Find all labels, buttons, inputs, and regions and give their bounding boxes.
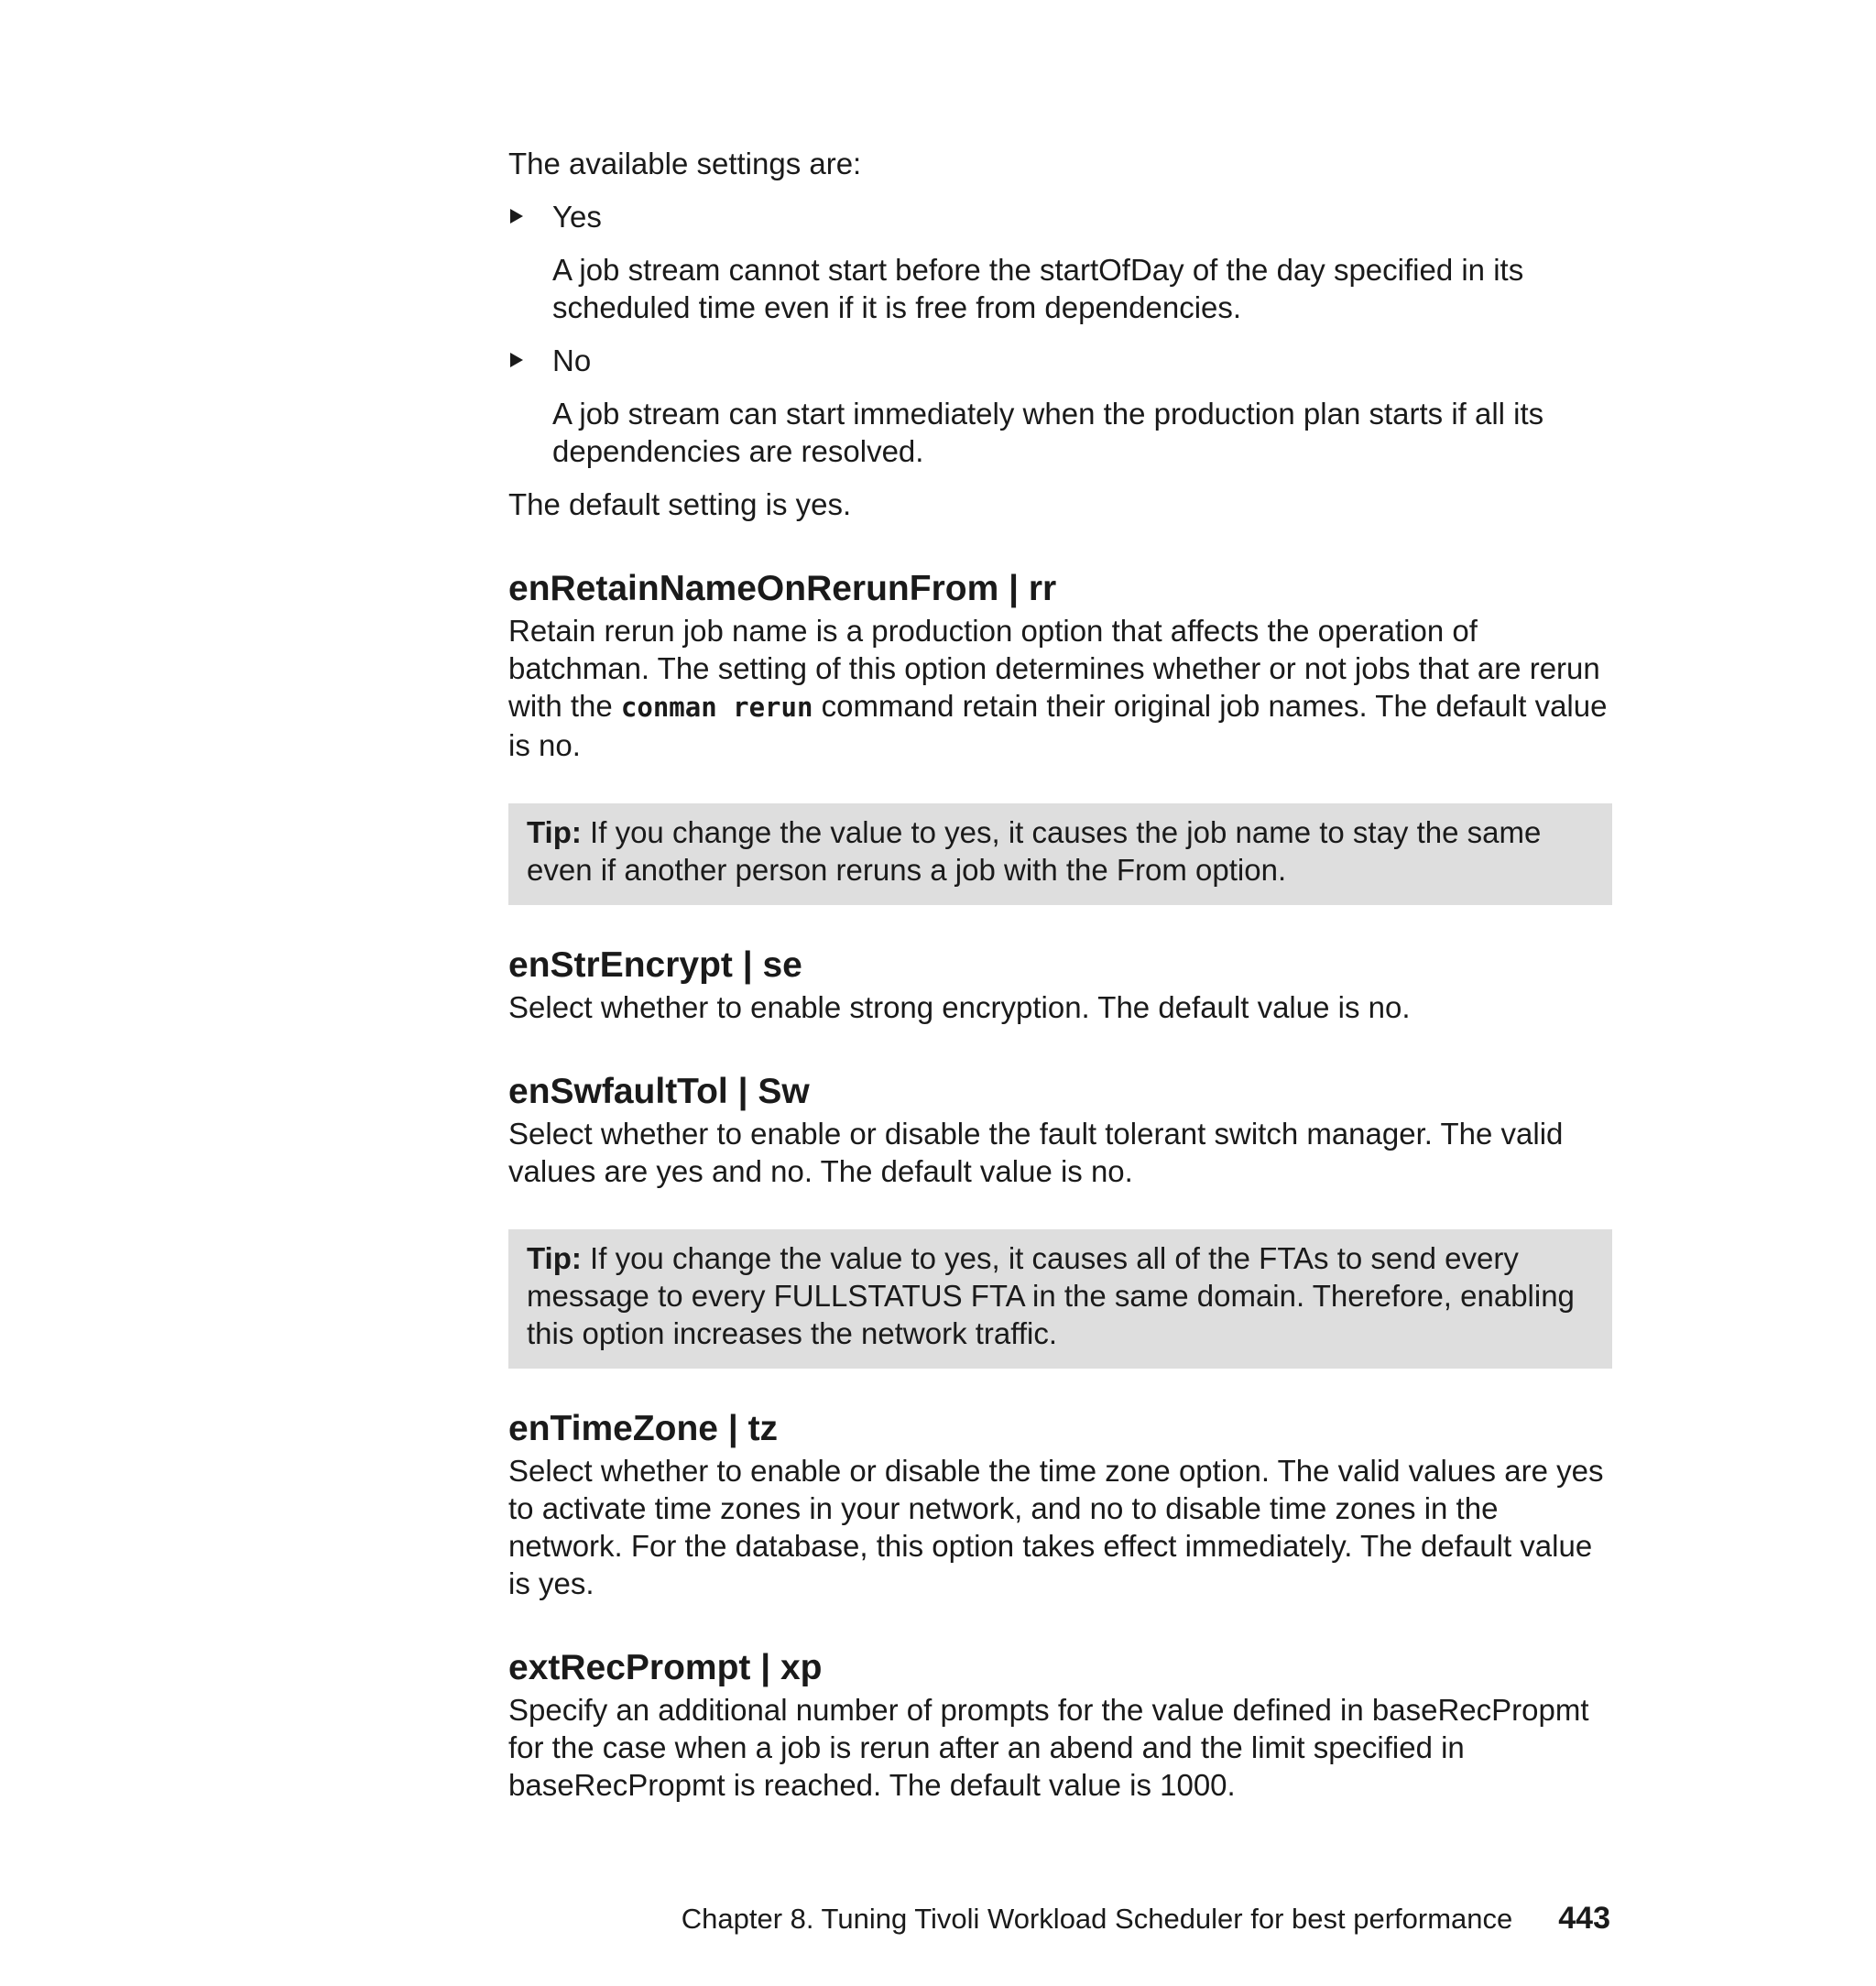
option-yes-description: A job stream cannot start before the startOfDay of the day specified in its scheduled time even if it is free from dependencies.: [552, 253, 1524, 324]
section-body-enretainnameonrerunfrom: [508, 612, 1612, 764]
tip-box: [508, 803, 1612, 905]
body-text: command retain their original job names. The default value is no.: [508, 689, 1608, 762]
footer-chapter-title: Chapter 8. Tuning Tivoli Workload Scheduler for best performance: [681, 1903, 1513, 1935]
section-body-extrecprompt: Specify an additional number of prompts for the value defined in baseRecPropmt for the case when a job is rerun after an abend and the limit specified in baseRecPropmt is reached. The default value is 1000.: [508, 1693, 1589, 1802]
tip-body: If you change the value to yes, it causes all of the FTAs to send every message to every FULLSTATUS FTA in the same domain. Therefore, enabling this option increases the network traffic.: [527, 1241, 1575, 1350]
tip-label: Tip:: [527, 815, 582, 849]
default-setting-text: The default setting is yes.: [508, 487, 852, 521]
option-label: No: [552, 344, 592, 377]
section-heading-extrecprompt: extRecPrompt | xp: [508, 1648, 823, 1687]
section-body-enstrencrypt: Select whether to enable strong encryption. The default value is no.: [508, 990, 1411, 1024]
command-code: conman rerun: [620, 692, 813, 723]
page-number: 443: [1558, 1901, 1610, 1936]
option-label: Yes: [552, 200, 602, 234]
tip-box: [508, 1229, 1612, 1369]
option-no-description: A job stream can start immediately when the production plan starts if all its dependencies are resolved.: [552, 397, 1544, 468]
bullet-arrow-icon: [510, 209, 523, 224]
section-heading-enretainnameonrerunfrom: enRetainNameOnRerunFrom | rr: [508, 569, 1057, 608]
tip-body: If you change the value to yes, it causes the job name to stay the same even if another person reruns a job with the From option.: [527, 815, 1542, 887]
bullet-arrow-icon: [510, 353, 523, 367]
section-body-enswfaulttol: Select whether to enable or disable the fault tolerant switch manager. The valid values are yes and no. The default value is no.: [508, 1117, 1564, 1188]
page-footer: [682, 1900, 1610, 1937]
section-heading-entimezone: enTimeZone | tz: [508, 1409, 779, 1448]
section-heading-enswfaulttol: enSwfaultTol | Sw: [508, 1072, 810, 1111]
section-heading-enstrencrypt: enStrEncrypt | se: [508, 945, 802, 985]
tip-label: Tip:: [527, 1241, 582, 1275]
body-text: Retain rerun job name is a production option that affects the operation of batchman. The setting of this option determines whether or not jobs that are rerun with the: [508, 614, 1600, 723]
tip-text: [527, 1239, 1594, 1352]
settings-intro: The available settings are:: [508, 147, 862, 180]
tip-text: [527, 813, 1594, 889]
section-body-entimezone: Select whether to enable or disable the time zone option. The valid values are yes to activate time zones in your network, and no to disable time zones in the network. For the database, this option takes effect immediately. The default value is yes.: [508, 1454, 1604, 1600]
option-yes: [508, 198, 1612, 235]
page-content: [508, 145, 1612, 1804]
option-no: [508, 342, 1612, 379]
